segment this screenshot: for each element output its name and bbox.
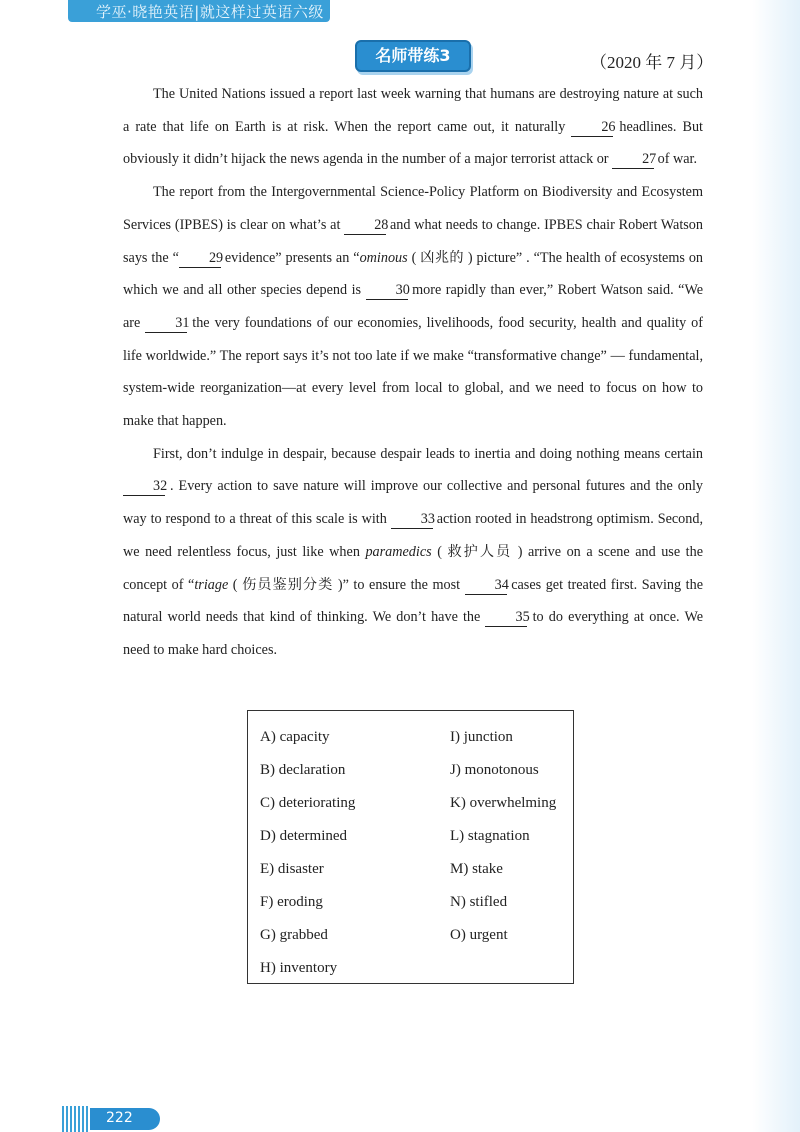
section-tag [355,40,471,72]
word-bank-left-column [260,721,355,985]
text-run: the very foundations of our economies, livelihoods, food security, health and quality of life worldwide.” The report says it’s not too late if we make “transformative change” — fundamental, system-wide reorganization—at every level from local to global, and we need to focus on how to make that happen. [123,314,703,430]
reading-passage [123,78,703,667]
word-option: H) inventory [260,960,338,976]
text-run: of war. [654,151,698,168]
blank-26: 26 [571,118,613,137]
word-option: F) eroding [260,894,323,910]
blank-34: 34 [465,576,507,595]
word-option: O) urgent [450,927,508,943]
text-run: The United Nations issued a report last week warning that humans are destroying nature at such a rate that life on Earth is at risk. When the report came out, it naturally [123,86,703,135]
italic-term: ominous [359,249,408,266]
page-edge-shadow [752,0,800,1132]
word-option: N) stifled [450,894,508,910]
text-run: ( 救护人员 ) arrive on a scene and use the concept of “ [123,543,703,593]
text-run: action rooted in headstrong optimism. Second, we need relentless focus, just like when [123,511,704,560]
blank-33: 33 [391,510,433,529]
blank-31: 31 [145,314,187,333]
paragraph-2 [123,176,703,438]
blank-29: 29 [179,249,221,268]
text-run: headlines. But obviously it didn’t hijack the news agenda in the number of a major terrorist attack or [123,118,704,168]
word-option: K) overwhelming [450,795,557,811]
text-run: and what needs to change. IPBES chair Robert Watson says the “ [123,216,703,266]
word-option: B) declaration [260,762,346,778]
word-option: A) capacity [260,729,330,745]
blank-32: 32 [123,477,165,496]
blank-28: 28 [344,216,386,235]
text-run: ( 凶兆的 ) picture” . “The health of ecosystems on which we and all other species depend is [123,249,704,299]
text-run: ( 伤员鉴别分类 )” to ensure the most [228,576,465,593]
text-run: . Every action to save nature will improve our collective and personal futures and the only way to respond to a threat of this scale is with [123,478,703,528]
word-bank-right-column [450,721,556,952]
word-option: L) stagnation [450,828,530,844]
series-title: 学巫·晓艳英语|就这样过英语六级 [96,3,324,21]
text-run: more rapidly than ever,” Robert Watson said. “We are [123,282,704,331]
blank-35: 35 [485,608,527,627]
text-run: evidence” presents an “ [220,249,360,266]
exam-date: （2020 年 7 月） [590,53,714,72]
text-run: First, don’t indulge in despair, because despair leads to inertia and doing nothing means certain [153,445,703,462]
blank-27: 27 [612,150,654,169]
italic-term: paramedics [365,543,432,560]
italic-term: triage [194,576,229,593]
word-option: I) junction [450,729,513,745]
word-option: J) monotonous [450,762,539,778]
paragraph-3 [123,438,703,667]
word-option: G) grabbed [260,927,328,943]
word-option: E) disaster [260,861,324,877]
text-run: to do everything at once. We need to make hard choices. [123,609,703,658]
paragraph-1 [123,78,703,176]
text-run: The report from the Intergovernmental Science-Policy Platform on Biodiversity and Ecosystem Services (IPBES) is clear on what’s at [123,184,703,233]
word-option: D) determined [260,828,348,844]
page-number: 222 [106,1110,133,1126]
text-run: cases get treated first. Saving the natural world needs that kind of thinking. We don’t have the [123,576,704,626]
word-option: M) stake [450,861,503,877]
word-option: C) deteriorating [260,795,356,811]
footer-stripes [62,1106,90,1132]
blank-30: 30 [366,281,408,300]
word-bank [247,710,574,984]
section-tag-label: 名师带练3 [375,46,451,65]
page-footer [62,1106,162,1132]
